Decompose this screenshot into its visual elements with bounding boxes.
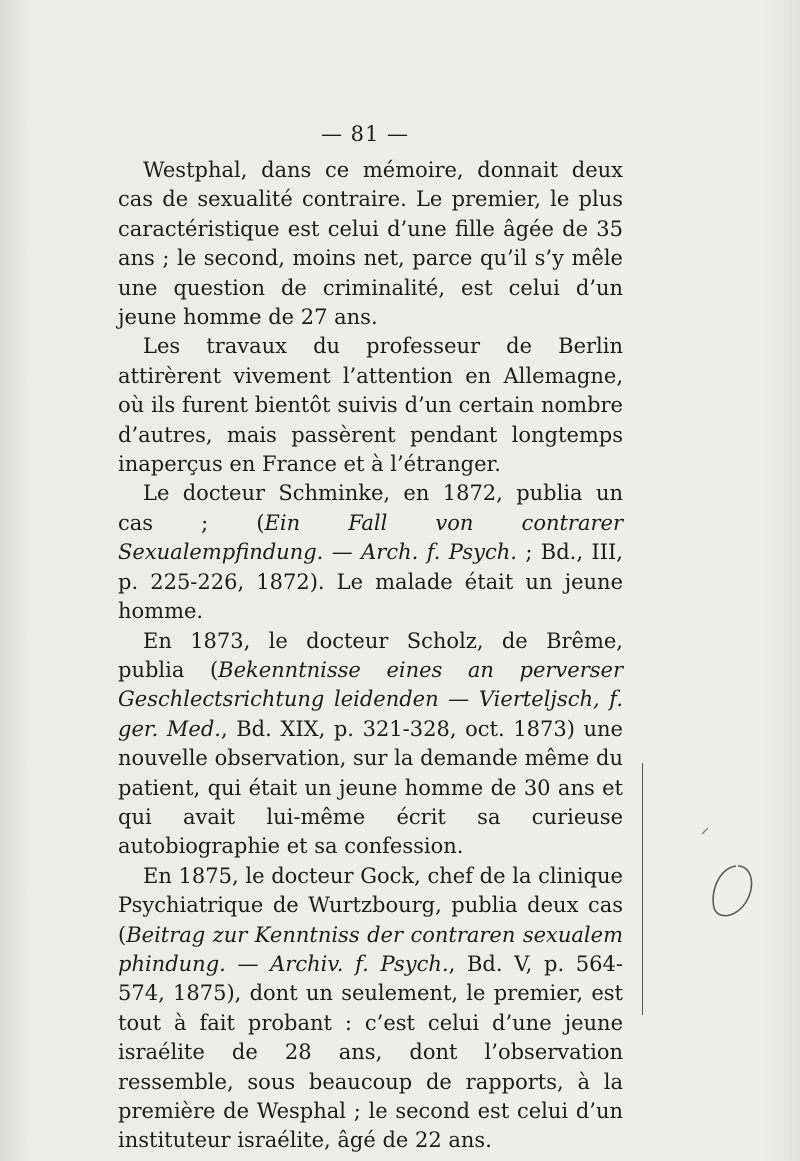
text-run: En 1875, le docteur Gock, chef de la clinique Psychiatrique de Wurtzbourg, publia deux cas ( [118,863,623,947]
paragraph-4 [118,627,623,862]
citation-italic: Vierteljsch, f. ger. Med. [118,687,624,741]
citation-italic: Arch. f. Psych. [361,540,517,565]
paragraph-5 [118,862,623,1156]
text-run: — [225,951,271,976]
text-run: ; Bd., III, p. 225-226, 1872). Le malade était un jeune homme. [118,540,623,624]
citation-italic: Bekenntnisse eines an perverser Geschlectsrichtung leidenden [118,657,623,712]
page-number: — 81 — [320,122,410,146]
paragraph-1 [118,156,623,332]
margin-bracket-mark [632,763,643,1015]
text-run: — [438,687,479,712]
pencil-tick-mark [700,826,710,836]
text-run: , Bd. XIX, p. 321-328, oct. 1873) une nouvelle observation, sur la demande même du patient, qui était un jeune homme de 30 ans et qui avait lui-même écrit sa curieuse autobiographie et sa confession. [118,716,623,859]
citation-italic: Ein Fall von contrarer Sexualempfindung. [118,510,623,565]
paragraph-2 [118,332,623,479]
citation-italic: Beitrag zur Kenntniss der contraren sexualem phindung. [118,922,623,976]
citation-italic: Archiv. f. Psych. [270,951,449,976]
paragraph-3 [118,479,623,626]
text-run: En 1873, le docteur Scholz, de Brême, publia ( [118,628,623,682]
text-run: , Bd. V, p. 564-574, 1875), dont un seulement, le premier, est tout à fait probant : c’est celui d’une jeune israélite de 28 ans, dont l’observation ressemble, sous beaucoup de rapports, à la première de Wesphal ; le second est celui d’un instituteur israélite, âgé de 22 ans. [118,951,623,1153]
text-run: — [323,540,362,565]
text-run: Westphal, dans ce mémoire, donnait deux cas de sexualité contraire. Le premier, le plus caractéristique est celui d’une fille âgée de 35 ans ; le second, moins net, parce qu’il s’y mêle une question de criminalité, est celui d’un jeune homme de 27 ans. [118,158,623,330]
pencil-annotation-mark [706,860,758,922]
body-text [118,156,623,1156]
text-run: Les travaux du professeur de Berlin attirèrent vivement l’attention en Allemagne, où ils furent bientôt suivis d’un certain nombre d’autres, mais passèrent pendant longtemps inaperçus en France et à l’étranger. [118,334,623,477]
text-run: Le docteur Schminke, en 1872, publia un cas ; ( [118,481,623,535]
